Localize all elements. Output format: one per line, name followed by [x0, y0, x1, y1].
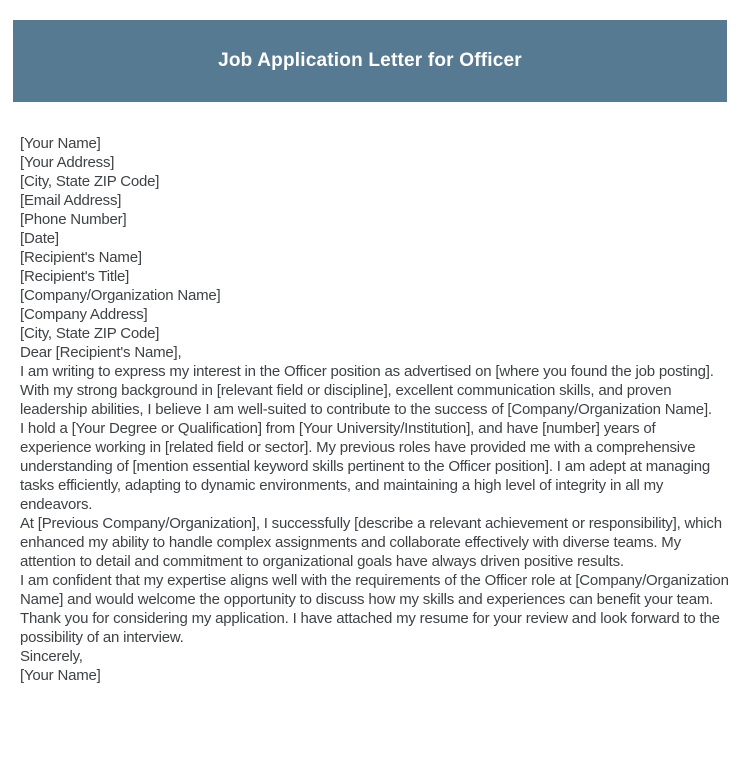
recipient-line-address: [Company Address] — [20, 306, 148, 323]
recipient-line-name: [Recipient's Name] — [20, 249, 142, 266]
sender-line-email: [Email Address] — [20, 192, 122, 209]
title-banner — [13, 20, 727, 102]
sender-line-phone: [Phone Number] — [20, 211, 127, 228]
closing: Sincerely, — [20, 648, 83, 665]
letter-paragraph-intro: I am writing to express my interest in the Officer position as advertised on [where you found the job posting]. With my strong background in [relevant field or discipline], excellent communication skills, and proven leadership abilities, I believe I am well-suited to contribute to the success of [Company/Organization Name]. — [20, 363, 714, 418]
recipient-line-company: [Company/Organization Name] — [20, 287, 221, 304]
sender-line-city: [City, State ZIP Code] — [20, 173, 160, 190]
sender-line-name: [Your Name] — [20, 135, 101, 152]
sender-line-date: [Date] — [20, 230, 59, 247]
recipient-line-title: [Recipient's Title] — [20, 268, 130, 285]
signature-line: [Your Name] — [20, 667, 101, 684]
letter-paragraph-background: I hold a [Your Degree or Qualification] from [Your University/Institution], and have [number] years of experience working in [related field or sector]. My previous roles have provided me with a comprehensive understanding of [mention essential keyword skills pertinent to the Officer position]. I am adept at managing tasks efficiently, adapting to dynamic environments, and maintaining a high level of integrity in all my endeavors. — [20, 420, 710, 513]
recipient-line-city: [City, State ZIP Code] — [20, 325, 160, 342]
letter-paragraph-fit: I am confident that my expertise aligns well with the requirements of the Officer role at [Company/Organization Name] and would welcome the opportunity to discuss how my skills and experiences can benefit your team. — [20, 572, 729, 608]
letter-paragraph-experience: At [Previous Company/Organization], I successfully [describe a relevant achievement or responsibility], which enhanced my ability to handle complex assignments and collaborate effectively with diverse teams. My attention to detail and commitment to organizational goals have always driven positive results. — [20, 515, 722, 570]
sender-line-address: [Your Address] — [20, 154, 115, 171]
letter-paragraph-thanks: Thank you for considering my application. I have attached my resume for your review and look forward to the possibility of an interview. — [20, 610, 720, 646]
salutation: Dear [Recipient's Name], — [20, 344, 182, 361]
letter-body — [20, 134, 730, 685]
page-title: Job Application Letter for Officer — [218, 50, 522, 71]
